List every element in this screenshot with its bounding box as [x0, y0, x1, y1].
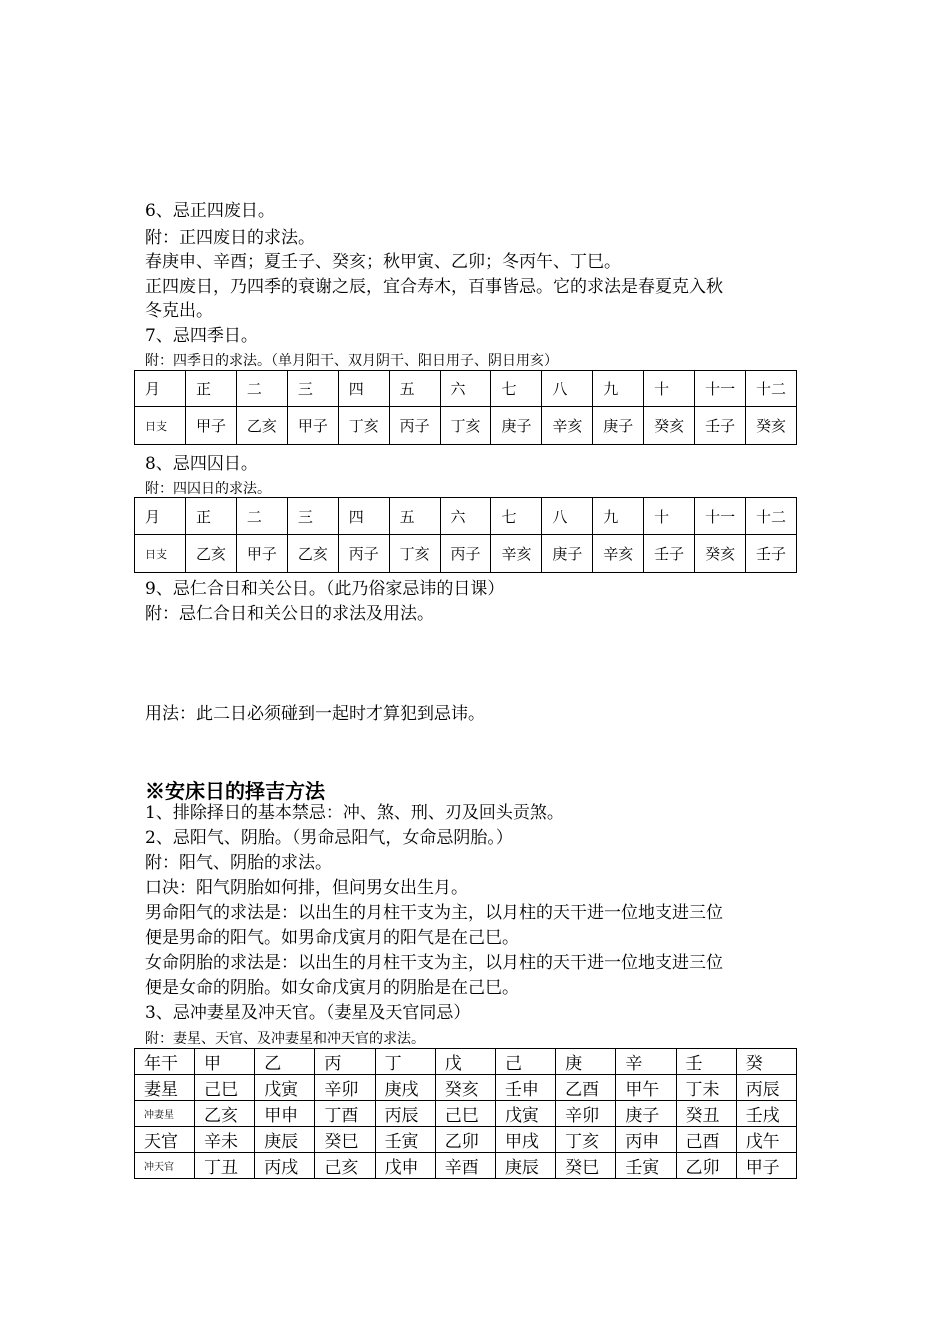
bed-item-1: 1、排除择日的基本禁忌：冲、煞、刑、刃及回头贡煞。 [145, 803, 564, 823]
spouse-table-cell: 辛卯 [556, 1101, 616, 1127]
spouse-table-row [135, 1101, 797, 1127]
siji-month-cell: 十 [644, 371, 695, 407]
spouse-table-cell: 己巳 [195, 1075, 255, 1101]
bed-item-2-female-1: 女命阴胎的求法是：以出生的月柱干支为主，以月柱的天干进一位地支进三位 [145, 953, 723, 973]
spouse-table-cell: 庚辰 [495, 1153, 555, 1179]
siji-month-cell: 十二 [745, 371, 796, 407]
siji-branch-cell: 癸亥 [644, 407, 695, 445]
spouse-table-cell: 己 [495, 1049, 555, 1075]
siji-branch-cell: 丁亥 [338, 407, 389, 445]
siji-month-cell: 十一 [695, 371, 746, 407]
spouse-table-cell: 乙亥 [195, 1101, 255, 1127]
siji-table [134, 370, 797, 445]
siji-branch-cell: 甲子 [186, 407, 237, 445]
bed-item-2-male-1: 男命阳气的求法是：以出生的月柱干支为主，以月柱的天干进一位地支进三位 [145, 903, 723, 923]
spouse-table-cell: 辛酉 [435, 1153, 495, 1179]
spouse-table-row [135, 1127, 797, 1153]
sixiu-month-header: 月 [135, 498, 186, 535]
spouse-table-cell: 乙卯 [676, 1153, 736, 1179]
sixiu-branch-cell: 丙子 [338, 535, 389, 573]
item-6-appendix: 附：正四废日的求法。 [145, 228, 315, 248]
spouse-table-header: 妻星 [135, 1075, 195, 1101]
spouse-table-cell: 甲申 [255, 1101, 315, 1127]
sixiu-branch-header: 日支 [135, 535, 186, 573]
spouse-table-cell: 庚子 [616, 1101, 676, 1127]
sixiu-month-cell: 六 [440, 498, 491, 535]
siji-month-row [135, 371, 797, 407]
spouse-table-row [135, 1153, 797, 1179]
siji-branch-cell: 乙亥 [236, 407, 287, 445]
spouse-table-cell: 壬 [676, 1049, 736, 1075]
siji-branch-header: 日支 [135, 407, 186, 445]
sixiu-branch-cell: 壬子 [745, 535, 796, 573]
sixiu-branch-cell: 庚子 [542, 535, 593, 573]
spouse-table-cell: 甲子 [736, 1153, 796, 1179]
item-6-rule: 春庚申、辛酉；夏壬子、癸亥；秋甲寅、乙卯；冬丙午、丁巳。 [145, 252, 621, 272]
spouse-table-cell: 丙辰 [736, 1075, 796, 1101]
spouse-table-cell: 庚 [556, 1049, 616, 1075]
spouse-table-header: 冲天官 [135, 1153, 195, 1179]
siji-month-cell: 三 [287, 371, 338, 407]
spouse-table-cell: 癸 [736, 1049, 796, 1075]
sixiu-month-cell: 十二 [745, 498, 796, 535]
sixiu-branch-cell: 乙亥 [287, 535, 338, 573]
spouse-table-cell: 戊寅 [255, 1075, 315, 1101]
sixiu-branch-cell: 丙子 [440, 535, 491, 573]
spouse-table-cell: 己亥 [315, 1153, 375, 1179]
siji-branch-cell: 壬子 [695, 407, 746, 445]
spouse-table-cell: 丙戌 [255, 1153, 315, 1179]
spouse-table-cell: 丙辰 [375, 1101, 435, 1127]
siji-month-cell: 八 [542, 371, 593, 407]
bed-item-2-female-2: 便是女命的阴胎。如女命戊寅月的阴胎是在己巳。 [145, 978, 519, 998]
bed-item-3-appendix: 附：妻星、天官、及冲妻星和冲天官的求法。 [145, 1031, 425, 1047]
spouse-table-cell: 壬寅 [375, 1127, 435, 1153]
bed-item-3: 3、忌冲妻星及冲天官。（妻星及天官同忌） [145, 1003, 471, 1023]
siji-branch-cell: 丙子 [389, 407, 440, 445]
spouse-table-cell: 戊寅 [495, 1101, 555, 1127]
sixiu-month-cell: 十一 [695, 498, 746, 535]
sixiu-branch-cell: 壬子 [644, 535, 695, 573]
item-9-appendix: 附：忌仁合日和关公日的求法及用法。 [145, 604, 434, 624]
sixiu-branch-cell: 癸亥 [695, 535, 746, 573]
spouse-table-cell: 甲 [195, 1049, 255, 1075]
spouse-table-cell: 丙 [315, 1049, 375, 1075]
spouse-table-cell: 甲午 [616, 1075, 676, 1101]
spouse-table-cell: 癸巳 [315, 1127, 375, 1153]
item-8-title: 8、忌四囚日。 [145, 454, 258, 474]
spouse-table-cell: 癸丑 [676, 1101, 736, 1127]
item-7-appendix: 附：四季日的求法。（单月阳干、双月阴干、阳日用子、阴日用亥） [145, 353, 558, 369]
spouse-table-cell: 乙酉 [556, 1075, 616, 1101]
spouse-table-cell: 庚辰 [255, 1127, 315, 1153]
spouse-table-cell: 壬寅 [616, 1153, 676, 1179]
sixiu-branch-cell: 丁亥 [389, 535, 440, 573]
item-6-explanation-2: 冬克出。 [145, 301, 213, 321]
spouse-table-cell: 丁亥 [556, 1127, 616, 1153]
sixiu-month-cell: 四 [338, 498, 389, 535]
spouse-table-header: 天官 [135, 1127, 195, 1153]
siji-branch-cell: 辛亥 [542, 407, 593, 445]
siji-month-cell: 六 [440, 371, 491, 407]
spouse-table-cell: 癸亥 [435, 1075, 495, 1101]
bed-item-2-appendix: 附：阳气、阴胎的求法。 [145, 853, 332, 873]
siji-month-cell: 正 [186, 371, 237, 407]
siji-branch-cell: 癸亥 [745, 407, 796, 445]
spouse-table-cell: 丁丑 [195, 1153, 255, 1179]
sixiu-branch-cell: 乙亥 [186, 535, 237, 573]
spouse-table-cell: 庚戌 [375, 1075, 435, 1101]
spouse-table-cell: 己巳 [435, 1101, 495, 1127]
spouse-table-cell: 辛卯 [315, 1075, 375, 1101]
spouse-table-cell: 戊 [435, 1049, 495, 1075]
siji-month-cell: 五 [389, 371, 440, 407]
item-9-usage: 用法：此二日必须碰到一起时才算犯到忌讳。 [145, 704, 485, 724]
section-heading: ※安床日的择吉方法 [145, 779, 325, 803]
bed-item-2-mnemonic: 口决：阳气阴胎如何排，但问男女出生月。 [145, 878, 468, 898]
sixiu-branch-row [135, 535, 797, 573]
spouse-table-cell: 丁未 [676, 1075, 736, 1101]
sixiu-branch-cell: 辛亥 [491, 535, 542, 573]
spouse-table-cell: 乙 [255, 1049, 315, 1075]
item-7-title: 7、忌四季日。 [145, 326, 258, 346]
item-6-title: 6、忌正四废日。 [145, 201, 275, 221]
spouse-table-row [135, 1075, 797, 1101]
siji-month-cell: 四 [338, 371, 389, 407]
bed-item-2: 2、忌阳气、阴胎。（男命忌阳气，女命忌阴胎。） [145, 828, 513, 848]
spouse-table-cell: 乙卯 [435, 1127, 495, 1153]
siji-month-cell: 七 [491, 371, 542, 407]
spouse-officer-table [134, 1048, 797, 1179]
sixiu-month-row [135, 498, 797, 535]
sixiu-month-cell: 二 [236, 498, 287, 535]
sixiu-month-cell: 正 [186, 498, 237, 535]
spouse-table-header: 年干 [135, 1049, 195, 1075]
spouse-table-cell: 丁 [375, 1049, 435, 1075]
siji-branch-cell: 庚子 [491, 407, 542, 445]
spouse-table-cell: 辛未 [195, 1127, 255, 1153]
spouse-table-cell: 壬申 [495, 1075, 555, 1101]
spouse-table-cell: 戊申 [375, 1153, 435, 1179]
sixiu-month-cell: 八 [542, 498, 593, 535]
spouse-table-row [135, 1049, 797, 1075]
sixiu-table [134, 497, 797, 573]
sixiu-month-cell: 十 [644, 498, 695, 535]
siji-branch-cell: 庚子 [593, 407, 644, 445]
sixiu-month-cell: 九 [593, 498, 644, 535]
spouse-table-cell: 甲戌 [495, 1127, 555, 1153]
sixiu-month-cell: 三 [287, 498, 338, 535]
siji-month-cell: 二 [236, 371, 287, 407]
spouse-table-cell: 戊午 [736, 1127, 796, 1153]
sixiu-branch-cell: 甲子 [236, 535, 287, 573]
siji-branch-row [135, 407, 797, 445]
sixiu-month-cell: 五 [389, 498, 440, 535]
spouse-table-cell: 丁酉 [315, 1101, 375, 1127]
sixiu-month-cell: 七 [491, 498, 542, 535]
bed-item-2-male-2: 便是男命的阳气。如男命戊寅月的阳气是在己巳。 [145, 928, 519, 948]
spouse-table-cell: 癸巳 [556, 1153, 616, 1179]
spouse-table-cell: 丙申 [616, 1127, 676, 1153]
siji-month-header: 月 [135, 371, 186, 407]
spouse-table-cell: 己酉 [676, 1127, 736, 1153]
item-6-explanation-1: 正四废日，乃四季的衰谢之辰，宜合寿木，百事皆忌。它的求法是春夏克入秋 [145, 277, 723, 297]
sixiu-branch-cell: 辛亥 [593, 535, 644, 573]
siji-branch-cell: 丁亥 [440, 407, 491, 445]
spouse-table-cell: 辛 [616, 1049, 676, 1075]
siji-month-cell: 九 [593, 371, 644, 407]
spouse-table-cell: 壬戌 [736, 1101, 796, 1127]
siji-branch-cell: 甲子 [287, 407, 338, 445]
item-9-title: 9、忌仁合日和关公日。（此乃俗家忌讳的日课） [145, 579, 505, 599]
item-8-appendix: 附：四囚日的求法。 [145, 481, 271, 497]
spouse-table-header: 冲妻星 [135, 1101, 195, 1127]
